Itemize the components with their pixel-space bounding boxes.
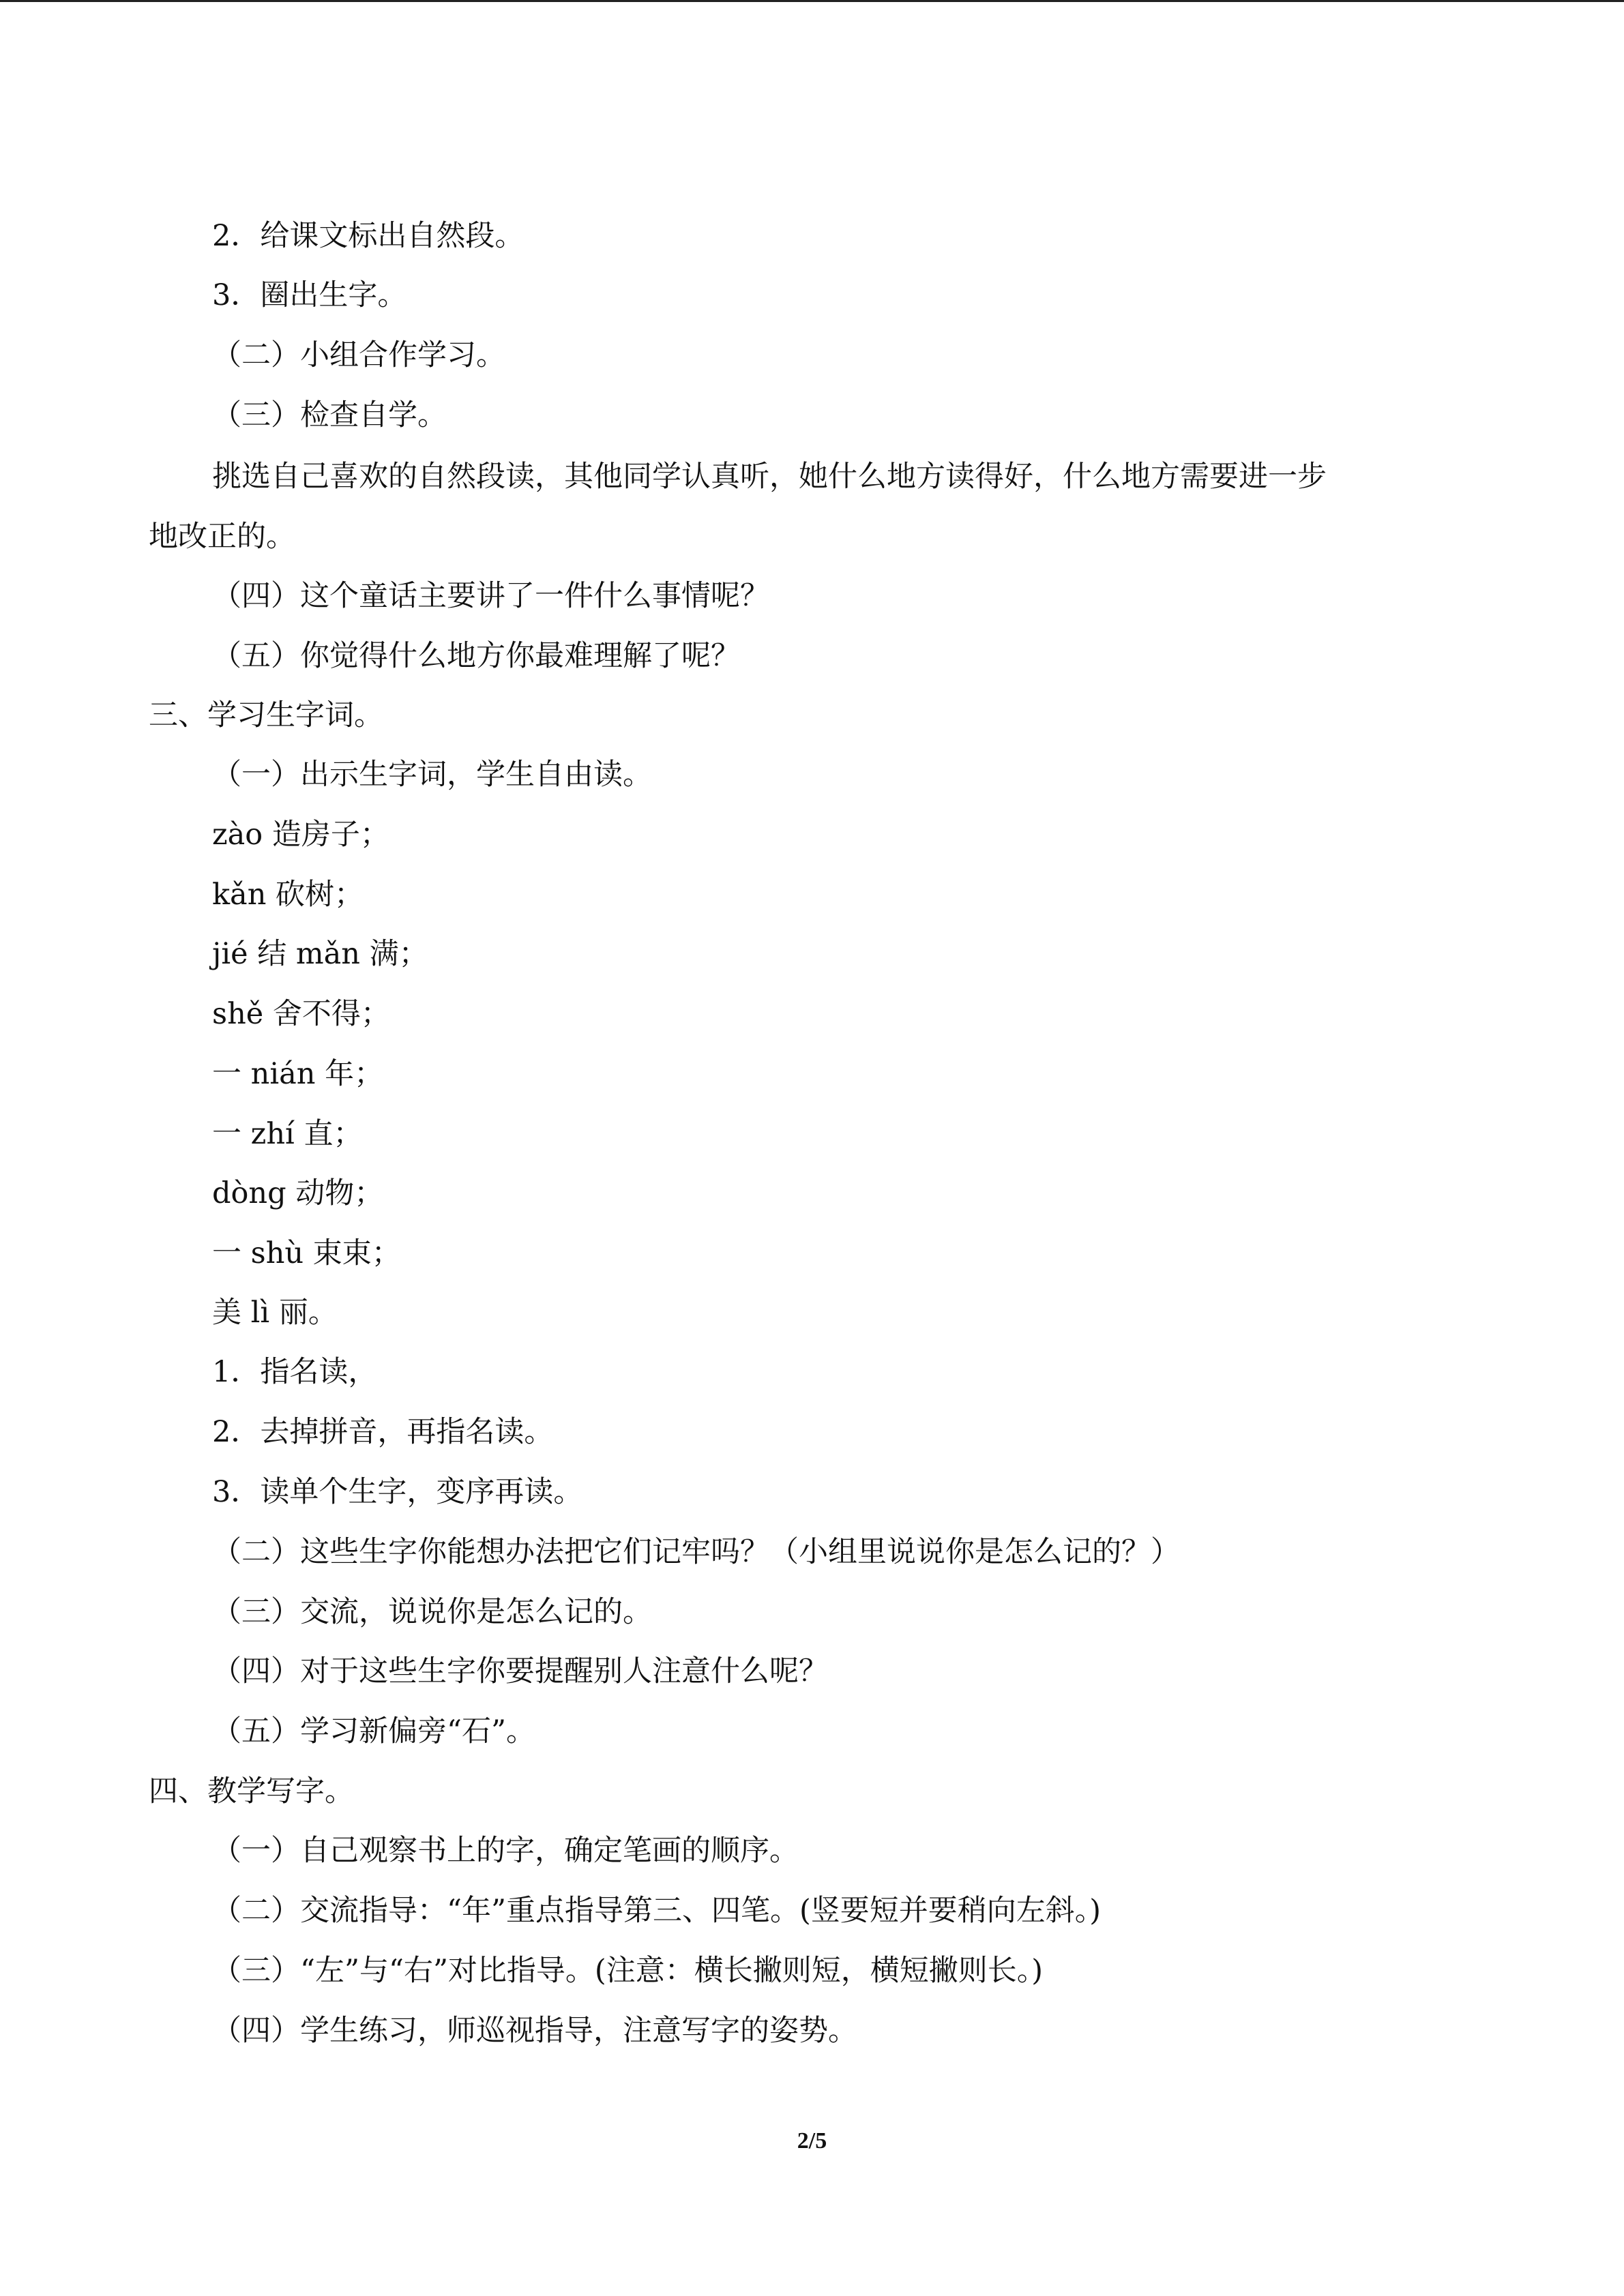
text-line: （五）你觉得什么地方你最难理解了呢？ [212, 639, 740, 673]
vocab-line: zào 造房子； [212, 818, 389, 852]
text-line: （一）出示生字词，学生自由读。 [212, 758, 652, 792]
section-heading: 三、学习生字词。 [149, 698, 383, 732]
text-line: 地改正的。 [149, 520, 295, 554]
text-line: 3．圈出生字。 [212, 278, 407, 312]
text-line: （一）自己观察书上的字，确定笔画的顺序。 [212, 1834, 799, 1868]
text-line: 3．读单个生字，变序再读。 [212, 1475, 583, 1509]
text-line: （二）交流指导：“年”重点指导第三、四笔。(竖要短并要稍向左斜。) [212, 1894, 1102, 1928]
vocab-line: jié 结 mǎn 满； [212, 937, 428, 971]
vocab-line: 美 lì 丽。 [212, 1296, 338, 1330]
text-line: 2．去掉拼音，再指名读。 [212, 1415, 554, 1449]
text-line: （三）“左”与“右”对比指导。(注意：横长撇则短，横短撇则长。) [212, 1954, 1043, 1988]
text-line: （二）这些生字你能想办法把它们记牢吗？（小组里说说你是怎么记的？） [212, 1535, 1180, 1569]
text-line: （五）学习新偏旁“石”。 [212, 1714, 535, 1748]
text-line: （四）对于这些生字你要提醒别人注意什么呢？ [212, 1654, 828, 1688]
text-line: 2．给课文标出自然段。 [212, 219, 525, 253]
section-heading: 四、教学写字。 [149, 1774, 354, 1808]
vocab-line: dòng 动物； [212, 1176, 384, 1210]
vocab-line: kǎn 砍树； [212, 878, 364, 912]
text-line: （四）这个童话主要讲了一件什么事情呢？ [212, 579, 769, 613]
text-line: （三）检查自学。 [212, 398, 447, 432]
text-line: （四）学生练习，师巡视指导，注意写字的姿势。 [212, 2014, 857, 2048]
page-number: 2/5 [797, 2128, 827, 2153]
text-line: （三）交流，说说你是怎么记的。 [212, 1595, 652, 1629]
text-line: （二）小组合作学习。 [212, 338, 505, 372]
vocab-line: shě 舍不得； [212, 997, 390, 1031]
text-line: 挑选自己喜欢的自然段读，其他同学认真听，她什么地方读得好，什么地方需要进一步 [212, 460, 1327, 494]
vocab-line: 一 zhí 直； [212, 1117, 363, 1151]
vocab-line: 一 shù 束束； [212, 1236, 401, 1270]
vocab-line: 一 nián 年； [212, 1057, 384, 1091]
text-line: 1．指名读， [212, 1355, 378, 1389]
